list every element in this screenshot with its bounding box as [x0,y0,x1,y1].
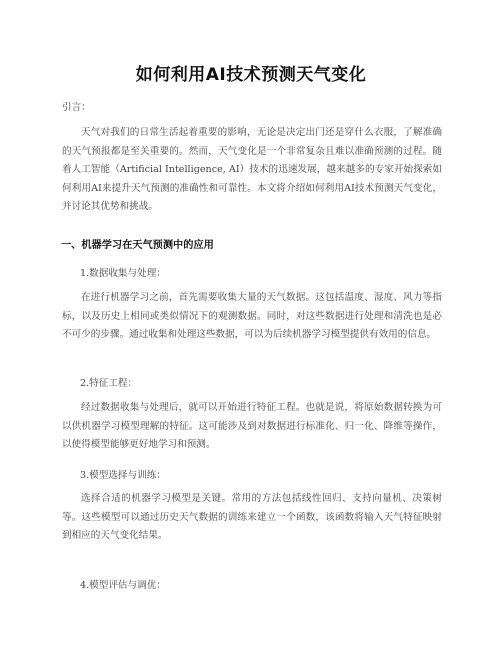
item-1-paragraph: 在进行机器学习之前，首先需要收集大量的天气数据。这包括温度、湿度、风力等指标，以及历史上相同或类似情况下的观测数据。同时，对这些数据进行处理和清洗也是必不可少的步骤。通过收集和处理这些数据，可以为后续机器学习模型提供有效用的信息。 [62,292,442,341]
item-4-label: 4.模型评估与调优： [80,580,166,591]
item-1-label: 1.数据收集与处理： [80,268,166,279]
item-3-label: 3.模型选择与训练： [80,470,166,481]
item-3-paragraph: 选择合适的机器学习模型是关键。常用的方法包括线性回归、支持向量机、决策树等。这些模型可以通过历史天气数据的训练来建立一个函数，该函数将输入天气特征映射到相应的天气变化结果。 [62,493,442,542]
intro-label: 引言： [62,102,91,113]
item-2-paragraph: 经过数据收集与处理后，就可以开始进行特征工程。也就是说，将原始数据转换为可以供机器学习模型理解的特征。这可能涉及到对数据进行标准化、归一化、降维等操作，以使得模型能够更好地学习和预测。 [62,402,442,451]
item-2-label: 2.特征工程： [80,378,138,389]
section-heading: 一、机器学习在天气预测中的应用 [61,240,214,251]
document-title: 如何利用AI技术预测天气变化 [135,65,367,85]
intro-paragraph: 天气对我们的日常生活起着重要的影响，无论是决定出门还是穿什么衣服，了解准确的天气预报都是至关重要的。然而，天气变化是一个非常复杂且难以准确预测的过程。随着人工智能（Artificial Intelligence, AI）技术的迅速发展，越来越多的专家开始探索如何利用AI来提升天气预测的准确性和可靠性。本文将介绍如何利用AI技术预测天气变化，并讨论其优势和挑战。 [62,127,442,213]
